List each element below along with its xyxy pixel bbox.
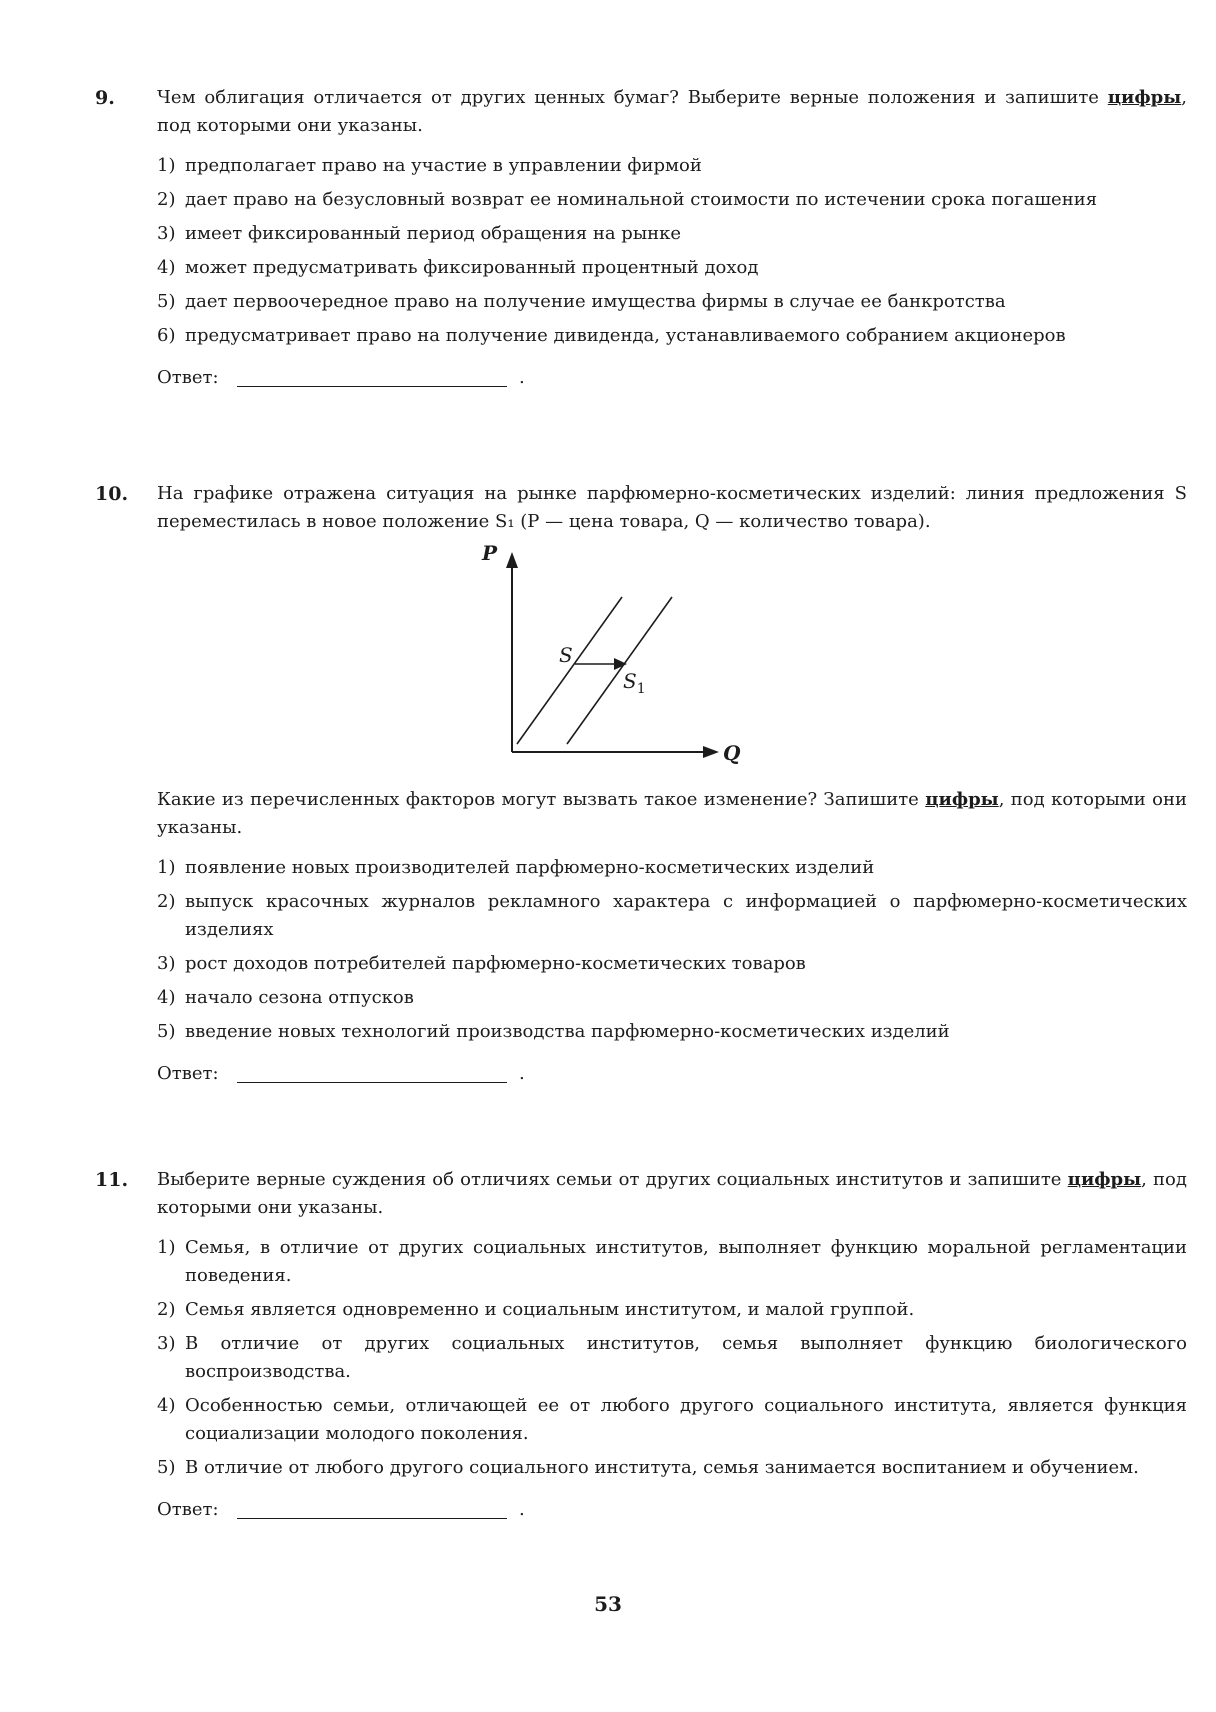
answer-period: .	[519, 367, 525, 388]
question-body	[157, 84, 1187, 394]
option-number: 3)	[157, 223, 176, 244]
s1-curve-label	[623, 669, 646, 697]
option-item	[157, 152, 1187, 180]
option-item	[157, 1392, 1187, 1448]
option-number: 5)	[157, 1021, 176, 1042]
option-item	[157, 254, 1187, 282]
option-number: 5)	[157, 1457, 176, 1478]
option-text: Семья является одновременно и социальным институтом, и малой группой.	[185, 1299, 915, 1320]
stem-text: Чем облигация отличается от других ценных бумаг? Выберите верные положения и запишите	[157, 87, 1108, 108]
option-number: 2)	[157, 189, 176, 210]
p-axis-arrow	[506, 552, 518, 568]
option-item	[157, 950, 1187, 978]
option-text: выпуск красочных журналов рекламного характера с информацией о парфюмерно-косметических изделиях	[185, 891, 1187, 940]
option-item	[157, 220, 1187, 248]
question-prompt	[157, 786, 1187, 842]
option-list	[157, 152, 1187, 350]
supply-curve-s	[517, 597, 622, 744]
question-stem: На графике отражена ситуация на рынке парфюмерно-косметических изделий: линия предложения S переместилась в новое положение S₁ (P — цена товара, Q — количество товара).	[157, 483, 1187, 532]
option-text: имеет фиксированный период обращения на рынке	[185, 223, 682, 244]
supply-shift-graph	[157, 542, 1187, 782]
option-item	[157, 1018, 1187, 1046]
option-item	[157, 888, 1187, 944]
supply-curve-s1	[567, 597, 672, 744]
option-number: 3)	[157, 953, 176, 974]
option-number: 2)	[157, 1299, 176, 1320]
answer-row	[157, 364, 1187, 394]
option-item	[157, 1296, 1187, 1324]
option-number: 1)	[157, 857, 176, 878]
emphasis-digits: цифры	[925, 789, 999, 810]
option-item	[157, 1454, 1187, 1482]
option-number: 2)	[157, 891, 176, 912]
graph-svg	[482, 541, 807, 782]
question-stem	[157, 84, 1187, 140]
option-text: предусматривает право на получение дивиденда, устанавливаемого собранием акционеров	[185, 325, 1066, 346]
option-item	[157, 322, 1187, 350]
option-text: предполагает право на участие в управлении фирмой	[185, 155, 702, 176]
answer-blank[interactable]	[237, 1082, 507, 1083]
option-item	[157, 854, 1187, 882]
option-text: дает право на безусловный возврат ее номинальной стоимости по истечении срока погашения	[185, 189, 1098, 210]
answer-label: Ответ:	[157, 367, 219, 388]
answer-blank[interactable]	[237, 386, 507, 387]
question-body	[157, 1166, 1187, 1526]
stem-text-end: , под которыми они указаны.	[157, 87, 1187, 136]
page-number: 53	[594, 1592, 622, 1616]
answer-row	[157, 1496, 1187, 1526]
option-text: начало сезона отпусков	[185, 987, 414, 1008]
option-item	[157, 1234, 1187, 1290]
option-item	[157, 984, 1187, 1012]
option-item	[157, 288, 1187, 316]
question-number: 11.	[95, 1169, 129, 1191]
stem-text: Выберите верные суждения об отличиях семьи от других социальных институтов и запишите	[157, 1169, 1068, 1190]
prompt-text-end: , под которыми они указаны.	[157, 789, 1187, 838]
answer-blank[interactable]	[237, 1518, 507, 1519]
s-curve-label: S	[559, 643, 573, 667]
option-item	[157, 186, 1187, 214]
question-number: 9.	[95, 87, 115, 109]
question-stem	[157, 1166, 1187, 1222]
emphasis-digits: цифры	[1067, 1169, 1142, 1190]
s1-label-base: S	[623, 669, 637, 693]
q-axis-label: Q	[723, 741, 741, 765]
option-number: 5)	[157, 291, 176, 312]
option-number: 4)	[157, 257, 176, 278]
answer-row	[157, 1060, 1187, 1090]
option-text: В отличие от любого другого социального института, семья занимается воспитанием и обучением.	[185, 1457, 1139, 1478]
option-number: 3)	[157, 1333, 176, 1354]
option-text: введение новых технологий производства парфюмерно-косметических изделий	[185, 1021, 950, 1042]
answer-label: Ответ:	[157, 1063, 219, 1084]
option-text: может предусматривать фиксированный процентный доход	[185, 257, 759, 278]
answer-period: .	[519, 1063, 525, 1084]
option-number: 4)	[157, 987, 176, 1008]
q-axis-arrow	[703, 746, 719, 758]
option-text: рост доходов потребителей парфюмерно-косметических товаров	[185, 953, 806, 974]
prompt-text: Какие из перечисленных факторов могут вызвать такое изменение? Запишите	[157, 789, 926, 810]
option-text: появление новых производителей парфюмерно-косметических изделий	[185, 857, 875, 878]
question-number: 10.	[95, 483, 129, 505]
s1-label-subscript: 1	[636, 681, 646, 697]
option-item	[157, 1330, 1187, 1386]
answer-label: Ответ:	[157, 1499, 219, 1520]
answer-period: .	[519, 1499, 525, 1520]
option-number: 6)	[157, 325, 176, 346]
emphasis-digits: цифры	[1107, 87, 1182, 108]
question-body	[157, 480, 1187, 1090]
option-list	[157, 1234, 1187, 1482]
option-list	[157, 854, 1187, 1046]
option-number: 4)	[157, 1395, 176, 1416]
option-text: В отличие от других социальных институтов, семья выполняет функцию биологического воспроизводства.	[185, 1333, 1187, 1382]
option-text: Особенностью семьи, отличающей ее от любого другого социального института, является функция социализации молодого поколения.	[185, 1395, 1187, 1444]
option-text: дает первоочередное право на получение имущества фирмы в случае ее банкротства	[185, 291, 1006, 312]
option-number: 1)	[157, 155, 176, 176]
stem-text-end: , под которыми они указаны.	[157, 1169, 1187, 1218]
option-text: Семья, в отличие от других социальных институтов, выполняет функцию моральной регламентации поведения.	[185, 1237, 1187, 1286]
option-number: 1)	[157, 1237, 176, 1258]
p-axis-label: P	[482, 541, 498, 565]
